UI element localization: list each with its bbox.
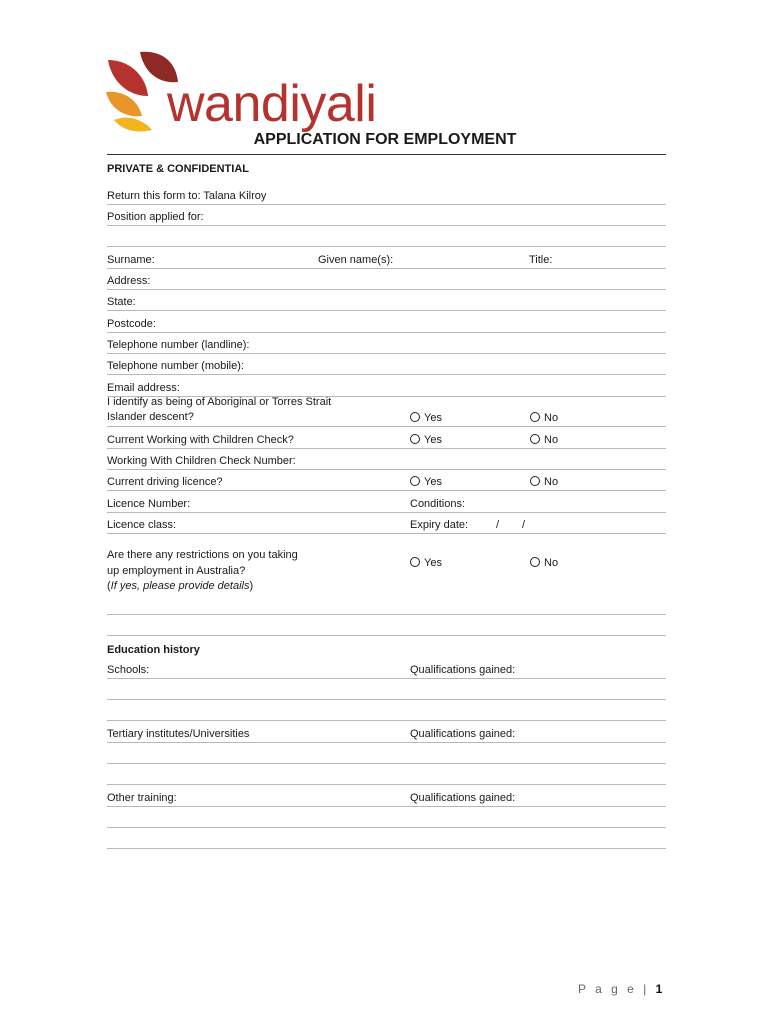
radio-icon[interactable] <box>530 476 540 486</box>
address-label: Address: <box>107 275 151 287</box>
wandiyali-wordmark: wandiyali <box>167 75 377 133</box>
name-row[interactable] <box>107 252 666 269</box>
state-label: State: <box>107 296 136 308</box>
tertiary-row[interactable] <box>107 726 666 743</box>
title-divider <box>107 154 666 155</box>
tertiary-blank-row-2[interactable] <box>107 768 666 785</box>
restrictions-line3 <box>107 579 298 595</box>
expiry-slash-2: / <box>522 519 526 531</box>
aboriginal-yes-option[interactable] <box>410 412 442 425</box>
no-label: No <box>544 557 559 569</box>
yes-label: Yes <box>424 412 442 424</box>
schools-row[interactable] <box>107 662 666 679</box>
schools-blank-row-1[interactable] <box>107 683 666 700</box>
wwcc-row <box>107 432 666 449</box>
aboriginal-question <box>107 395 331 425</box>
address-row[interactable] <box>107 273 666 290</box>
licence-class-label: Licence class: <box>107 519 177 531</box>
surname-label: Surname: <box>107 254 155 266</box>
expiry-slash-1: / <box>496 519 500 531</box>
restrictions-details-row[interactable] <box>107 620 666 636</box>
yes-label: Yes <box>424 476 442 488</box>
wwcc-label: Current Working with Children Check? <box>107 434 294 446</box>
wwcc-no-option[interactable] <box>530 434 558 447</box>
driving-label: Current driving licence? <box>107 476 223 488</box>
postcode-label: Postcode: <box>107 318 156 330</box>
page-number-value: 1 <box>655 982 663 996</box>
landline-label: Telephone number (landline): <box>107 339 250 351</box>
position-label: Position applied for: <box>107 211 204 223</box>
paren-open: ( <box>107 580 111 592</box>
licence-number-row[interactable] <box>107 496 666 513</box>
education-heading: Education history <box>107 644 200 656</box>
no-label: No <box>544 476 559 488</box>
no-label: No <box>544 434 559 446</box>
paren-close: ) <box>249 580 254 592</box>
restrictions-hint: If yes, please provide details <box>110 580 250 592</box>
postcode-row[interactable] <box>107 316 666 333</box>
restrictions-line2: up employment in Australia? <box>107 564 246 577</box>
driving-yes-option[interactable] <box>410 476 442 489</box>
other-qualifications-label: Qualifications gained: <box>410 792 516 804</box>
radio-icon[interactable] <box>410 476 420 486</box>
aboriginal-line1: I identify as being of Aboriginal or Torres Strait <box>107 396 332 408</box>
driving-row <box>107 474 666 491</box>
title-field-label: Title: <box>529 254 553 266</box>
schools-qualifications-label: Qualifications gained: <box>410 664 516 676</box>
return-to-row[interactable] <box>107 188 666 205</box>
yes-label: Yes <box>424 557 442 569</box>
confidential-label: PRIVATE & CONFIDENTIAL <box>107 163 249 175</box>
page-label: P a g e | <box>578 982 650 996</box>
restrictions-row <box>107 548 666 615</box>
email-label: Email address: <box>107 382 180 394</box>
other-blank-row-1[interactable] <box>107 811 666 828</box>
radio-icon[interactable] <box>530 434 540 444</box>
conditions-label: Conditions: <box>410 498 466 510</box>
other-training-row[interactable] <box>107 790 666 807</box>
restrictions-question <box>107 548 298 595</box>
form-title: APPLICATION FOR EMPLOYMENT <box>253 131 517 148</box>
yes-label: Yes <box>424 434 442 446</box>
restrictions-line1: Are there any restrictions on you taking <box>107 549 298 561</box>
no-label: No <box>544 412 559 424</box>
given-names-label: Given name(s): <box>318 254 394 266</box>
restrictions-yes-option[interactable] <box>410 557 442 570</box>
radio-icon[interactable] <box>410 434 420 444</box>
wwcc-yes-option[interactable] <box>410 434 442 447</box>
state-row[interactable] <box>107 294 666 311</box>
schools-label: Schools: <box>107 664 150 676</box>
licence-number-label: Licence Number: <box>107 498 191 510</box>
return-to-label: Return this form to: Talana Kilroy <box>107 190 267 202</box>
licence-class-row[interactable] <box>107 517 666 534</box>
wwcc-number-row[interactable] <box>107 453 666 470</box>
page-number <box>578 982 662 996</box>
landline-row[interactable] <box>107 337 666 354</box>
radio-icon[interactable] <box>410 412 420 422</box>
position-row[interactable] <box>107 209 666 226</box>
restrictions-no-option[interactable] <box>530 557 558 570</box>
tertiary-label: Tertiary institutes/Universities <box>107 728 250 740</box>
mobile-label: Telephone number (mobile): <box>107 360 244 372</box>
position-blank-row[interactable] <box>107 230 666 247</box>
other-training-label: Other training: <box>107 792 177 804</box>
radio-icon[interactable] <box>410 557 420 567</box>
aboriginal-no-option[interactable] <box>530 412 558 425</box>
aboriginal-row <box>107 396 666 427</box>
mobile-row[interactable] <box>107 358 666 375</box>
radio-icon[interactable] <box>530 412 540 422</box>
expiry-label: Expiry date: <box>410 519 469 531</box>
tertiary-blank-row-1[interactable] <box>107 747 666 764</box>
tertiary-qualifications-label: Qualifications gained: <box>410 728 516 740</box>
aboriginal-line2: Islander descent? <box>107 411 194 423</box>
wwcc-number-label: Working With Children Check Number: <box>107 455 296 467</box>
schools-blank-row-2[interactable] <box>107 704 666 721</box>
other-blank-row-2[interactable] <box>107 832 666 849</box>
driving-no-option[interactable] <box>530 476 558 489</box>
radio-icon[interactable] <box>530 557 540 567</box>
